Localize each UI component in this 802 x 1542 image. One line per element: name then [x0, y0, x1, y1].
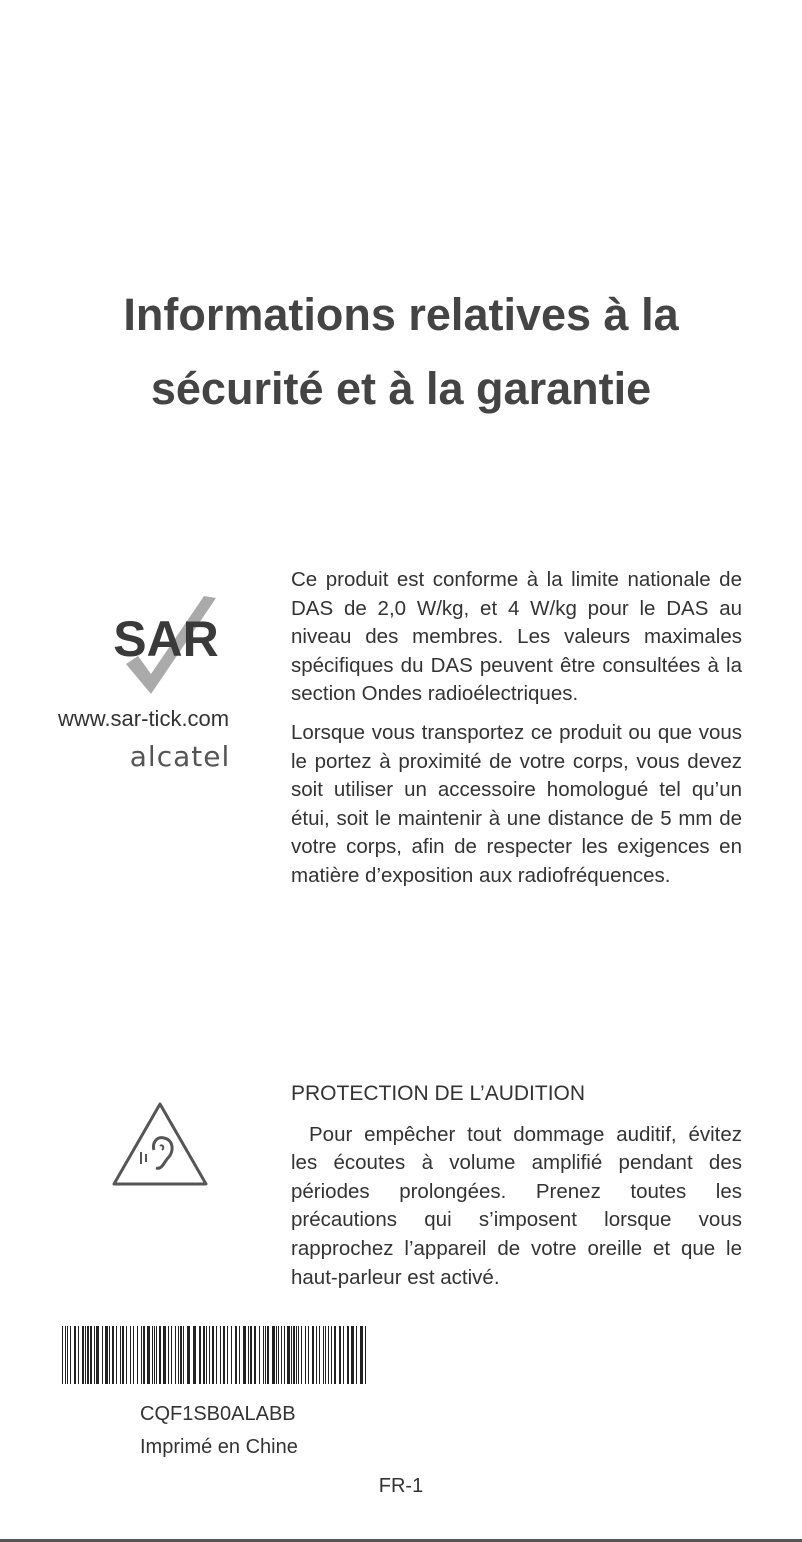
barcode-bar	[193, 1326, 196, 1384]
hearing-paragraph: Pour empêcher tout dommage auditif, évitez les écoutes à volume amplifié pendant des périodes prolongées. Prenez toutes les précautions qui s’imposent lorsque vous rapprochez l’appareil de votre oreille et que le haut-parleur est activé.	[291, 1122, 742, 1289]
barcode-bar	[154, 1326, 155, 1384]
hearing-heading: PROTECTION DE L’AUDITION	[291, 1082, 586, 1105]
barcode-bar	[254, 1326, 256, 1384]
barcode-bar	[284, 1326, 285, 1384]
svg-text:SAR: SAR	[113, 611, 219, 667]
barcode-bar	[109, 1326, 110, 1384]
barcode-bar	[216, 1326, 217, 1384]
barcode-bar	[130, 1326, 131, 1384]
barcode-bar	[74, 1326, 76, 1384]
barcode-bar	[263, 1326, 264, 1384]
barcode-bar	[96, 1326, 99, 1384]
barcode-bar	[325, 1326, 326, 1384]
barcode-bar	[296, 1326, 297, 1384]
barcode-bar	[133, 1326, 134, 1384]
barcode-bar	[212, 1326, 214, 1384]
product-code: CQF1SB0ALABB	[140, 1403, 296, 1425]
barcode-bar	[331, 1326, 332, 1384]
barcode-bar	[351, 1326, 354, 1384]
barcode-bar	[360, 1326, 363, 1384]
barcode-bar	[291, 1326, 292, 1384]
barcode-bar	[281, 1326, 282, 1384]
page-number: FR-1	[378, 1475, 424, 1497]
barcode-bar	[178, 1326, 179, 1384]
barcode-bar	[298, 1326, 299, 1384]
barcode-bar	[267, 1326, 269, 1384]
barcode-bar	[293, 1326, 295, 1384]
barcode-bar	[85, 1326, 86, 1384]
barcode-bar	[259, 1326, 260, 1384]
barcode-bar	[171, 1326, 172, 1384]
barcode-bar	[180, 1326, 182, 1384]
barcode-bar	[272, 1326, 275, 1384]
barcode-bar	[220, 1326, 221, 1384]
sar-paragraph: Lorsque vous transportez ce produit ou que vous le portez à proximité de votre corps, vous devez soit utiliser un accessoire homologué tel qu’un étui, soit le maintenir à une distance de 5 mm de votre corps, afin de respecter les exigences en matière d’exposition aux radiofréquences.	[291, 720, 742, 887]
barcode-bar	[301, 1326, 302, 1384]
barcode-bar	[265, 1326, 266, 1384]
barcode-bar	[137, 1326, 138, 1384]
barcode-bar	[187, 1326, 190, 1384]
svg-text:alcatel: alcatel	[129, 740, 231, 773]
barcode-bar	[203, 1326, 205, 1384]
barcode-bar	[120, 1326, 121, 1384]
barcode-bar	[105, 1326, 108, 1384]
sar-url: www.sar-tick.com	[58, 706, 230, 731]
barcode-bar	[209, 1326, 210, 1384]
barcode-bar	[87, 1326, 89, 1384]
barcode-bar	[116, 1326, 117, 1384]
title-line-2: sécurité et à la garantie	[150, 363, 652, 414]
barcode	[62, 1326, 372, 1384]
sar-tick-logo	[96, 594, 236, 704]
barcode-bar	[278, 1326, 279, 1384]
barcode-bar	[199, 1326, 201, 1384]
barcode-bar	[276, 1326, 277, 1384]
barcode-bar	[231, 1326, 232, 1384]
barcode-bar	[334, 1326, 336, 1384]
barcode-bar	[343, 1326, 344, 1384]
barcode-bar	[319, 1326, 320, 1384]
barcode-bar	[143, 1326, 145, 1384]
page-title	[0, 278, 802, 426]
barcode-bar	[82, 1326, 84, 1384]
barcode-bar	[122, 1326, 124, 1384]
alcatel-logo	[100, 736, 260, 776]
barcode-bar	[159, 1326, 161, 1384]
barcode-bar	[243, 1326, 246, 1384]
title-line-1: Informations relatives à la	[123, 289, 679, 340]
barcode-bar	[168, 1326, 169, 1384]
barcode-bar	[65, 1326, 66, 1384]
barcode-bar	[126, 1326, 127, 1384]
barcode-bar	[287, 1326, 290, 1384]
barcode-bar	[312, 1326, 314, 1384]
barcode-bar	[323, 1326, 324, 1384]
sar-text	[291, 566, 742, 901]
barcode-bar	[339, 1326, 341, 1384]
sar-paragraph: Ce produit est conforme à la limite nationale de DAS de 2,0 W/kg, et 4 W/kg pour le DAS au niveau des membres. Les valeurs maximales spécifiques du DAS peuvent être consultées à la section Ondes radioélectriques.	[291, 568, 742, 706]
barcode-bar	[90, 1326, 92, 1384]
barcode-bar	[62, 1326, 63, 1384]
barcode-bar	[94, 1326, 95, 1384]
barcode-bar	[163, 1326, 166, 1384]
printed-in: Imprimé en Chine	[140, 1436, 298, 1458]
barcode-bar	[156, 1326, 157, 1384]
barcode-bar	[239, 1326, 240, 1384]
barcode-bar	[183, 1326, 184, 1384]
barcode-bar	[70, 1326, 71, 1384]
barcode-bar	[206, 1326, 207, 1384]
barcode-bar	[248, 1326, 249, 1384]
barcode-bar	[147, 1326, 150, 1384]
barcode-bar	[102, 1326, 103, 1384]
barcode-bar	[305, 1326, 306, 1384]
barcode-bar	[308, 1326, 309, 1384]
barcode-bar	[112, 1326, 114, 1384]
hearing-text	[291, 1080, 742, 1302]
barcode-bar	[356, 1326, 357, 1384]
barcode-bar	[78, 1326, 79, 1384]
barcode-bar	[328, 1326, 329, 1384]
barcode-bar	[175, 1326, 176, 1384]
hearing-warning-icon	[110, 1100, 210, 1188]
barcode-bar	[141, 1326, 142, 1384]
barcode-bar	[67, 1326, 68, 1384]
barcode-bar	[152, 1326, 153, 1384]
barcode-bar	[227, 1326, 228, 1384]
barcode-bar	[365, 1326, 366, 1384]
barcode-bar	[235, 1326, 237, 1384]
barcode-bar	[316, 1326, 317, 1384]
barcode-bar	[347, 1326, 349, 1384]
barcode-bar	[250, 1326, 252, 1384]
barcode-bar	[223, 1326, 225, 1384]
